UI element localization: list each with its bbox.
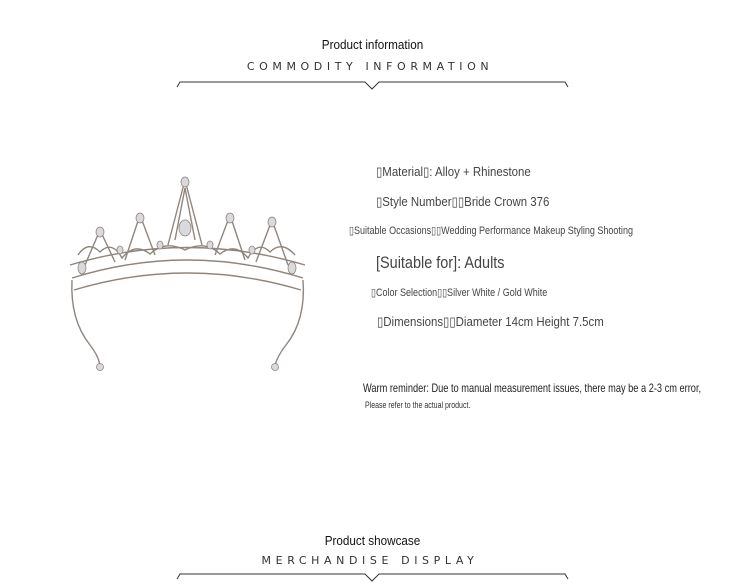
section-subtitle-merchandise-display: MERCHANDISE DISPLAY	[261, 554, 479, 567]
warm-reminder-text: Warm reminder: Due to manual measurement issues, there may be a 2-3 cm error,	[363, 381, 702, 395]
section-divider-top	[176, 80, 570, 92]
warm-reminder-note: Please refer to the actual product.	[365, 400, 471, 410]
detail-dimensions: ▯Dimensions▯▯Diameter 14cm Height 7.5cm	[377, 314, 604, 329]
detail-occasions: ▯Suitable Occasions▯▯Wedding Performance Makeup Styling Shooting	[349, 225, 633, 237]
section-subtitle-commodity-information: COMMODITY INFORMATION	[246, 60, 494, 73]
section-title-product-showcase: Product showcase	[324, 533, 421, 548]
detail-material: ▯Material▯: Alloy + Rhinestone	[376, 164, 531, 179]
detail-style-number: ▯Style Number▯▯Bride Crown 376	[376, 194, 550, 209]
detail-suitable-for: [Suitable for]: Adults	[376, 253, 505, 272]
crown-icon	[60, 170, 315, 380]
detail-color-selection: ▯Color Selection▯▯Silver White / Gold White	[371, 287, 548, 299]
section-title-product-information: Product information	[321, 37, 424, 52]
section-divider-bottom	[176, 572, 570, 584]
